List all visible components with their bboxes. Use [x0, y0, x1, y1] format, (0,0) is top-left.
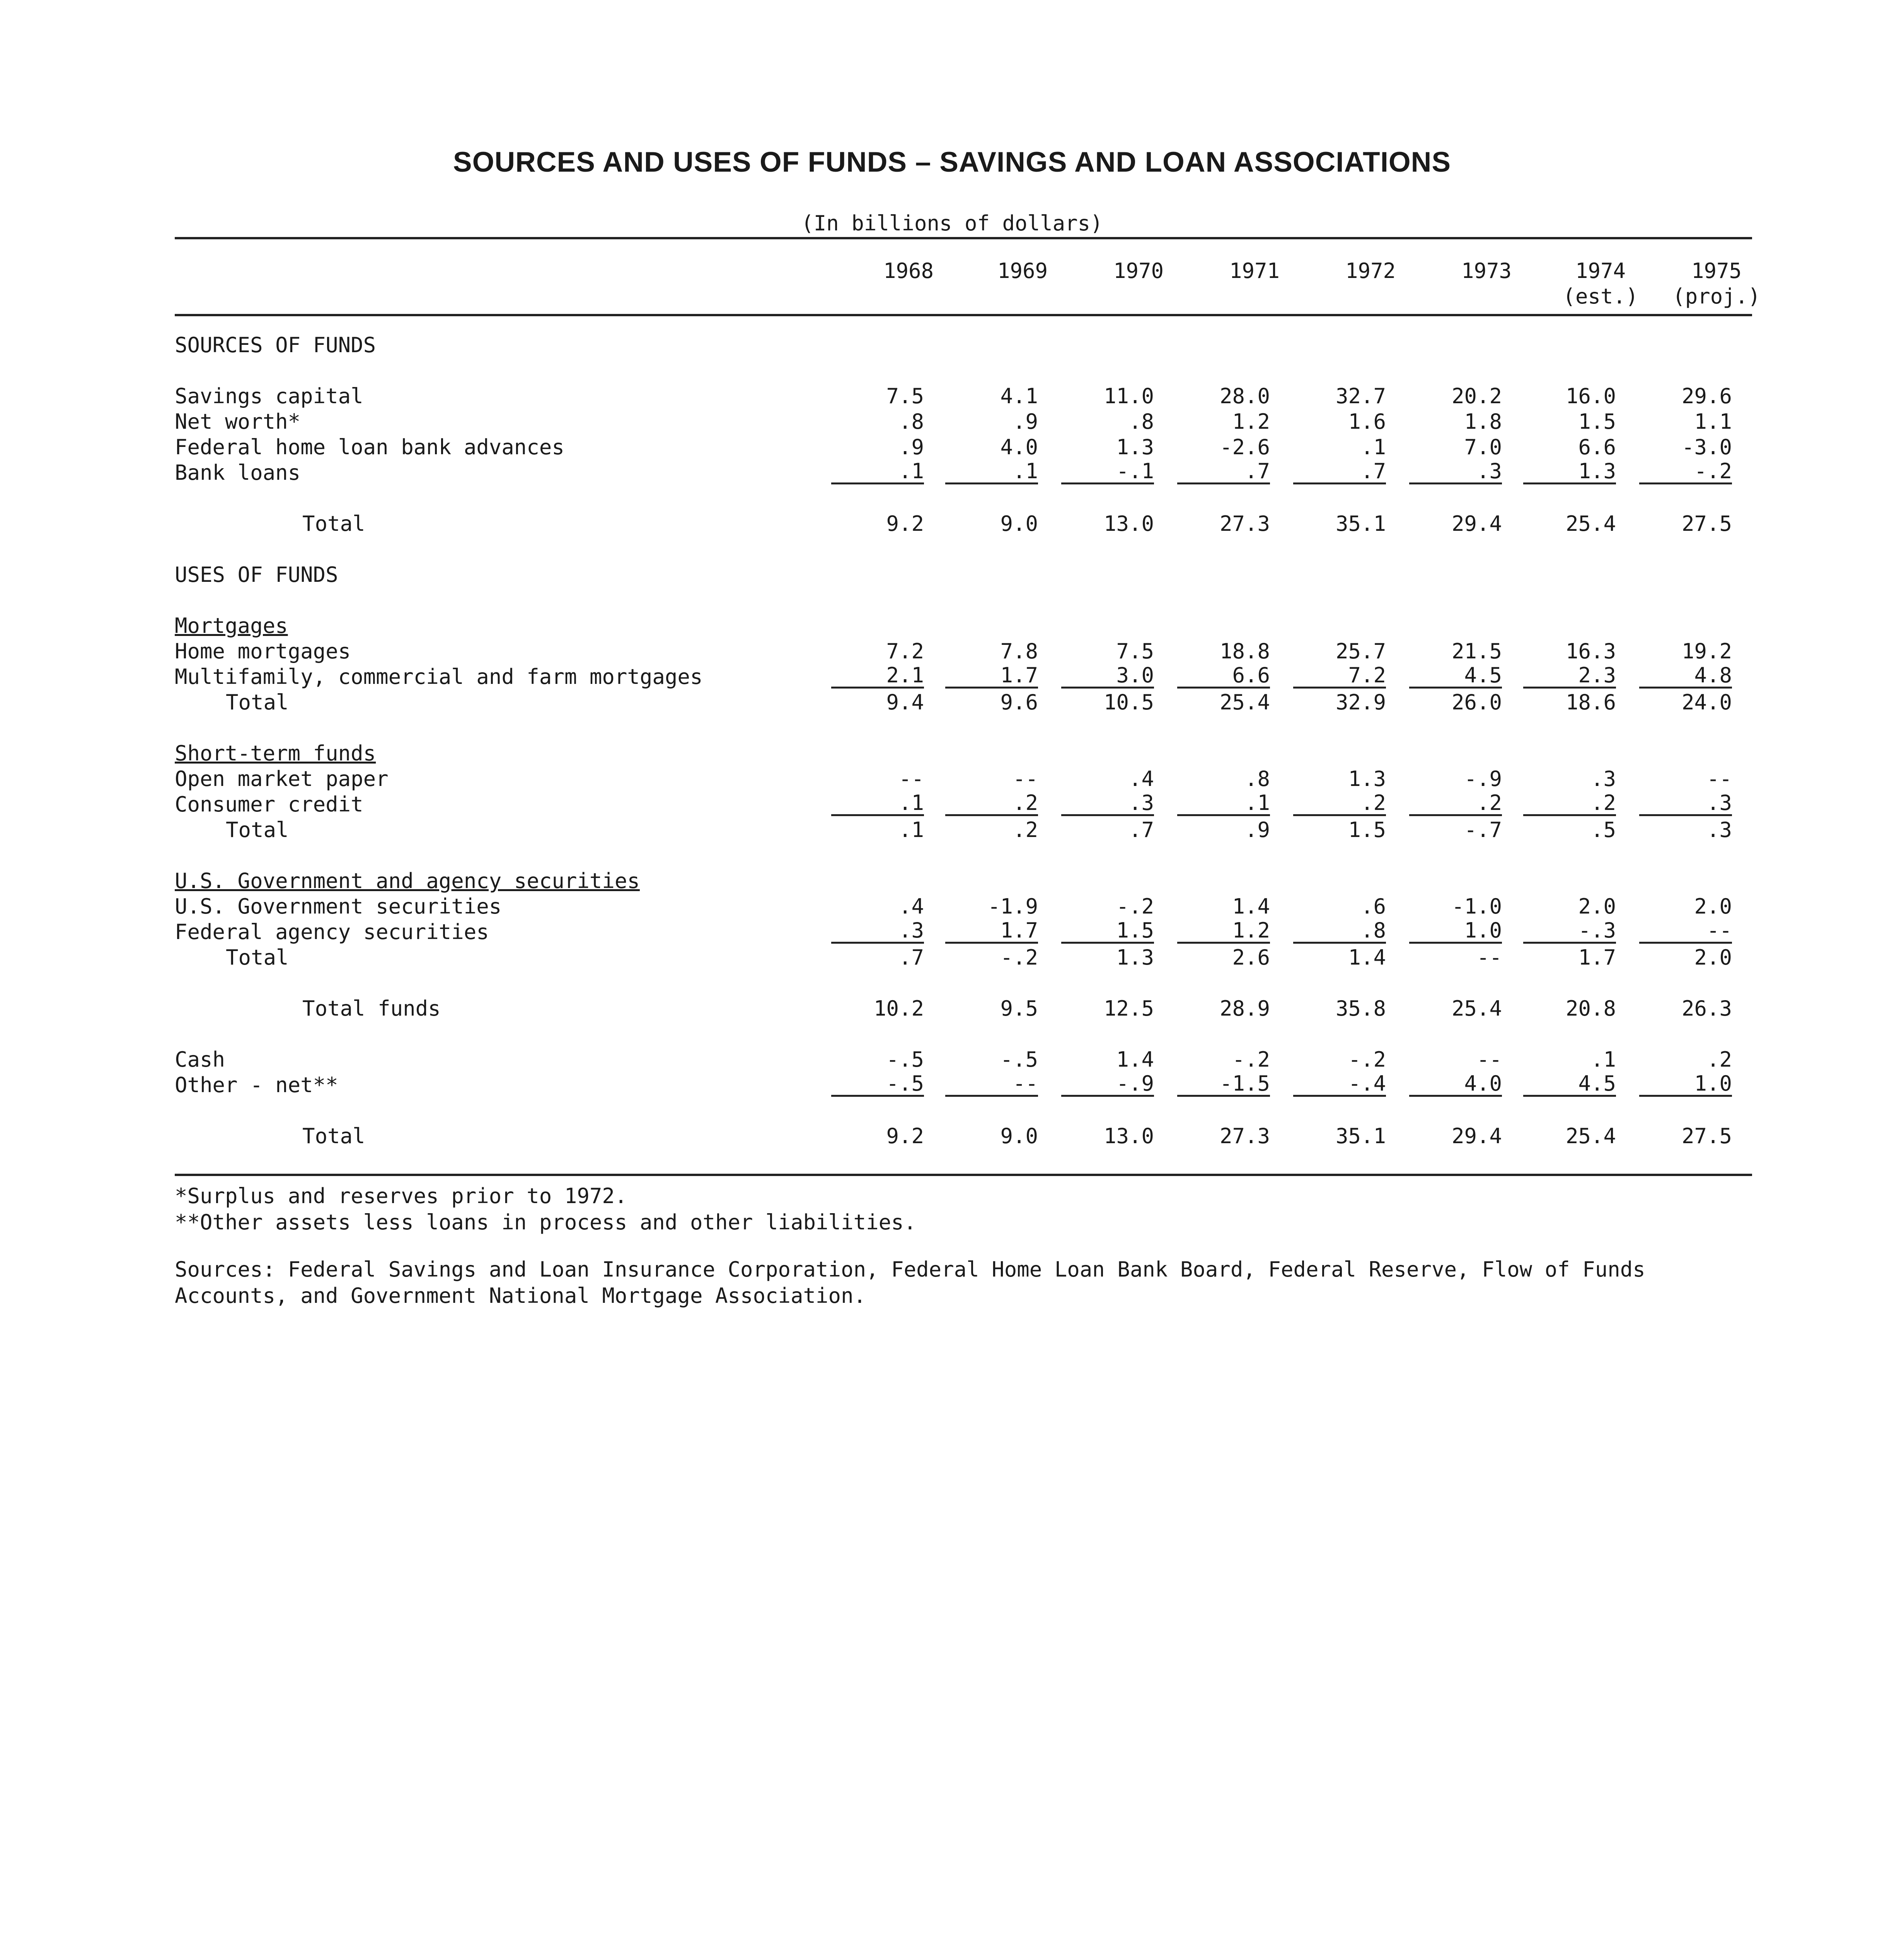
table-cell: 7.0 — [1464, 435, 1502, 459]
year-column-header — [1197, 258, 1313, 284]
row-label: Total — [302, 1124, 365, 1148]
table-row — [175, 945, 1752, 970]
table-cell: 2.0 — [1578, 894, 1616, 919]
table-cell: 25.7 — [1335, 639, 1386, 663]
table-cell: -.2 — [1348, 1047, 1386, 1072]
row-label: USES OF FUNDS — [175, 563, 338, 587]
row-label: Consumer credit — [175, 792, 363, 816]
table-cell: .7 — [1293, 460, 1386, 484]
table-row — [175, 409, 1752, 435]
table-cell: 25.4 — [1565, 1124, 1616, 1148]
table-cell: 20.2 — [1451, 384, 1502, 408]
table-cell: 32.9 — [1335, 690, 1386, 714]
table-cell: 1.7 — [1578, 945, 1616, 970]
table-cell: -.9 — [1061, 1072, 1154, 1097]
table-row — [175, 639, 1752, 664]
table-cell: .7 — [1177, 460, 1270, 484]
table-cell: 2.0 — [1694, 894, 1732, 919]
year-note: (proj.) — [1672, 284, 1761, 309]
table-cell: 32.7 — [1335, 384, 1386, 408]
table-cell: -3.0 — [1681, 435, 1732, 459]
table-cell: 9.0 — [1000, 1124, 1038, 1148]
table-cell: -1.9 — [987, 894, 1038, 919]
table-cell: 4.1 — [1000, 384, 1038, 408]
table-cell: .3 — [1639, 792, 1732, 816]
table-body — [175, 332, 1752, 1149]
table-cell: 1.5 — [1578, 409, 1616, 434]
table-cell: 13.0 — [1103, 511, 1154, 536]
table-cell: 9.5 — [1000, 996, 1038, 1021]
table-cell: 6.6 — [1578, 435, 1616, 459]
table-cell: 4.0 — [1409, 1072, 1502, 1097]
table-cell: -- — [945, 1072, 1038, 1097]
table-cell: 35.1 — [1335, 1124, 1386, 1148]
table-row — [175, 511, 1752, 537]
table-cell: -.5 — [886, 1047, 924, 1072]
table-cell: .4 — [898, 894, 924, 919]
table-row — [175, 435, 1752, 460]
year-column-header — [1313, 258, 1428, 284]
table-cell: 35.8 — [1335, 996, 1386, 1021]
table-cell: .1 — [945, 460, 1038, 484]
table-cell: -.2 — [1232, 1047, 1270, 1072]
row-label: Open market paper — [175, 767, 389, 791]
table-cell: .9 — [1013, 409, 1038, 434]
row-label: Total — [226, 818, 289, 842]
table-cell: .8 — [1293, 919, 1386, 944]
top-rule — [175, 237, 1752, 239]
table-cell: 27.3 — [1219, 1124, 1270, 1148]
table-cell: .7 — [898, 945, 924, 970]
year-column-header — [965, 258, 1081, 284]
table-cell: 11.0 — [1103, 384, 1154, 408]
row-label: U.S. Government and agency securities — [175, 869, 640, 893]
table-row — [175, 792, 1752, 817]
table-cell: -1.5 — [1177, 1072, 1270, 1097]
table-row — [175, 664, 1752, 690]
table-cell: -- — [1013, 767, 1038, 791]
table-cell: 1.4 — [1116, 1047, 1154, 1072]
table-title: SOURCES AND USES OF FUNDS – SAVINGS AND LOAN ASSOCIATIONS — [453, 147, 1451, 178]
table-cell: -- — [1476, 1047, 1502, 1072]
table-cell: .1 — [1590, 1047, 1616, 1072]
table-cell: .2 — [1523, 792, 1616, 816]
year-column-header — [1543, 258, 1659, 309]
table-cell: -- — [1706, 767, 1732, 791]
footnotes: *Surplus and reserves prior to 1972. **Other assets less loans in process and other liabilities. — [175, 1184, 917, 1234]
table-cell: 1.3 — [1116, 945, 1154, 970]
section-heading-row — [175, 741, 1752, 766]
section-heading-row — [175, 562, 1752, 588]
table-cell: .2 — [1013, 818, 1038, 842]
table-cell: .1 — [1177, 792, 1270, 816]
row-label: Short-term funds — [175, 741, 376, 765]
row-label: Federal agency securities — [175, 920, 489, 944]
table-row — [175, 1072, 1752, 1098]
table-cell: 27.5 — [1681, 511, 1732, 536]
section-heading-row — [175, 868, 1752, 894]
table-cell: 7.2 — [886, 639, 924, 663]
table-cell: 26.0 — [1451, 690, 1502, 714]
table-cell: 28.0 — [1219, 384, 1270, 408]
table-cell: 4.8 — [1639, 664, 1732, 689]
year-label: 1970 — [1113, 259, 1164, 283]
table-cell: 1.2 — [1177, 919, 1270, 944]
table-cell: 2.3 — [1523, 664, 1616, 689]
table-cell: -1.0 — [1451, 894, 1502, 919]
table-cell: 29.4 — [1451, 511, 1502, 536]
year-column-header — [1428, 258, 1544, 284]
table-cell: 7.8 — [1000, 639, 1038, 663]
table-cell: 7.5 — [886, 384, 924, 408]
table-cell: .1 — [1360, 435, 1386, 459]
table-cell: .8 — [1244, 767, 1270, 791]
year-label: 1969 — [997, 259, 1048, 283]
table-cell: .5 — [1590, 818, 1616, 842]
table-cell: 1.2 — [1232, 409, 1270, 434]
table-cell: .3 — [831, 919, 924, 944]
year-header — [789, 258, 1761, 316]
table-cell: 10.5 — [1103, 690, 1154, 714]
table-cell: 10.2 — [873, 996, 924, 1021]
table-cell: 1.3 — [1116, 435, 1154, 459]
table-cell: 1.5 — [1348, 818, 1386, 842]
year-column-header — [1659, 258, 1774, 309]
row-label: Total funds — [302, 996, 441, 1021]
table-cell: 28.9 — [1219, 996, 1270, 1021]
table-row — [175, 690, 1752, 715]
table-cell: .1 — [831, 460, 924, 484]
table-cell: 3.0 — [1061, 664, 1154, 689]
table-cell: 1.3 — [1523, 460, 1616, 484]
table-row — [175, 460, 1752, 486]
table-row — [175, 1123, 1752, 1149]
table-row — [175, 996, 1752, 1021]
table-cell: 19.2 — [1681, 639, 1732, 663]
sources-note: Sources: Federal Savings and Loan Insurance Corporation, Federal Home Loan Bank Board, Federal Reserve, Flow of Funds Accounts, and Government National Mortgage Association. — [175, 1257, 1645, 1308]
year-column-header — [851, 258, 966, 284]
table-cell: 9.0 — [1000, 511, 1038, 536]
table-cell: 1.6 — [1348, 409, 1386, 434]
table-cell: 1.8 — [1464, 409, 1502, 434]
table-cell: 9.2 — [886, 1124, 924, 1148]
table-cell: 29.4 — [1451, 1124, 1502, 1148]
table-cell: -.3 — [1523, 919, 1616, 944]
table-cell: -.2 — [1639, 460, 1732, 484]
table-cell: .2 — [1293, 792, 1386, 816]
table-cell: -.1 — [1061, 460, 1154, 484]
row-label: Mortgages — [175, 614, 288, 638]
table-row — [175, 766, 1752, 792]
table-row — [175, 919, 1752, 945]
table-cell: 29.6 — [1681, 384, 1732, 408]
unit-note: (In billions of dollars) — [801, 211, 1103, 235]
table-cell: 35.1 — [1335, 511, 1386, 536]
table-cell: 2.1 — [831, 664, 924, 689]
table-row — [175, 817, 1752, 843]
table-cell: 18.8 — [1219, 639, 1270, 663]
year-label: 1972 — [1345, 259, 1396, 283]
table-cell: -.9 — [1464, 767, 1502, 791]
header-rule — [175, 314, 1752, 316]
table-cell: 26.3 — [1681, 996, 1732, 1021]
table-cell: 27.5 — [1681, 1124, 1732, 1148]
table-cell: 1.5 — [1061, 919, 1154, 944]
table-cell: 1.1 — [1694, 409, 1732, 434]
table-cell: 18.6 — [1565, 690, 1616, 714]
row-label: Federal home loan bank advances — [175, 435, 564, 459]
row-label: Total — [226, 945, 289, 970]
row-label: Cash — [175, 1047, 225, 1072]
table-cell: -.7 — [1464, 818, 1502, 842]
table-cell: .2 — [945, 792, 1038, 816]
row-label: SOURCES OF FUNDS — [175, 333, 376, 357]
year-column-header — [1081, 258, 1197, 284]
table-cell: -.4 — [1293, 1072, 1386, 1097]
section-heading-row — [175, 332, 1752, 358]
row-label: Bank loans — [175, 460, 301, 485]
table-cell: 1.0 — [1639, 1072, 1732, 1097]
table-cell: .8 — [898, 409, 924, 434]
row-label: Total — [226, 690, 289, 714]
table-cell: .3 — [1706, 818, 1732, 842]
table-cell: 6.6 — [1177, 664, 1270, 689]
table-cell: .1 — [898, 818, 924, 842]
table-cell: -- — [898, 767, 924, 791]
table-cell: .2 — [1409, 792, 1502, 816]
row-label: Savings capital — [175, 384, 363, 408]
table-cell: 9.6 — [1000, 690, 1038, 714]
year-label: 1974 — [1575, 259, 1626, 283]
table-cell: 25.4 — [1451, 996, 1502, 1021]
year-label: 1973 — [1461, 259, 1512, 283]
table-cell: .7 — [1128, 818, 1154, 842]
table-cell: 1.7 — [945, 919, 1038, 944]
table-cell: 13.0 — [1103, 1124, 1154, 1148]
table-cell: 9.4 — [886, 690, 924, 714]
table-cell: 12.5 — [1103, 996, 1154, 1021]
table-cell: 16.0 — [1565, 384, 1616, 408]
year-note: (est.) — [1563, 284, 1638, 309]
table-cell: 1.4 — [1348, 945, 1386, 970]
table-cell: .3 — [1590, 767, 1616, 791]
table-cell: 21.5 — [1451, 639, 1502, 663]
row-label: Net worth* — [175, 409, 301, 434]
table-cell: 4.0 — [1000, 435, 1038, 459]
table-cell: .9 — [898, 435, 924, 459]
table-cell: -.2 — [1116, 894, 1154, 919]
table-cell: 4.5 — [1523, 1072, 1616, 1097]
table-row — [175, 1047, 1752, 1072]
table-cell: 2.0 — [1694, 945, 1732, 970]
table-cell: -.5 — [831, 1072, 924, 1097]
table-cell: 2.6 — [1232, 945, 1270, 970]
table-cell: .3 — [1061, 792, 1154, 816]
table-cell: .1 — [831, 792, 924, 816]
table-cell: .3 — [1409, 460, 1502, 484]
table-cell: 4.5 — [1409, 664, 1502, 689]
table-cell: 25.4 — [1219, 690, 1270, 714]
year-label: 1975 — [1691, 259, 1742, 283]
table-cell: -- — [1639, 919, 1732, 944]
table-cell: 16.3 — [1565, 639, 1616, 663]
table-cell: -- — [1476, 945, 1502, 970]
table-cell: -.5 — [1000, 1047, 1038, 1072]
table-row — [175, 384, 1752, 409]
table-cell: -.2 — [1000, 945, 1038, 970]
table-cell: 9.2 — [886, 511, 924, 536]
table-cell: 7.5 — [1116, 639, 1154, 663]
table-cell: 1.4 — [1232, 894, 1270, 919]
table-cell: 27.3 — [1219, 511, 1270, 536]
table-cell: .8 — [1128, 409, 1154, 434]
table-cell: 7.2 — [1293, 664, 1386, 689]
row-label: Home mortgages — [175, 639, 351, 663]
year-label: 1968 — [883, 259, 934, 283]
table-cell: 1.0 — [1409, 919, 1502, 944]
bottom-rule — [175, 1174, 1752, 1176]
row-label: Multifamily, commercial and farm mortgages — [175, 665, 703, 689]
table-cell: -2.6 — [1219, 435, 1270, 459]
table-cell: .6 — [1360, 894, 1386, 919]
table-cell: 1.7 — [945, 664, 1038, 689]
row-label: Other - net** — [175, 1073, 338, 1097]
table-cell: 24.0 — [1681, 690, 1732, 714]
table-cell: 25.4 — [1565, 511, 1616, 536]
table-cell: .9 — [1244, 818, 1270, 842]
row-label: Total — [302, 511, 365, 536]
section-heading-row — [175, 613, 1752, 639]
row-label: U.S. Government securities — [175, 894, 502, 919]
year-label: 1971 — [1229, 259, 1280, 283]
table-cell: .4 — [1128, 767, 1154, 791]
table-cell: .2 — [1706, 1047, 1732, 1072]
table-cell: 1.3 — [1348, 767, 1386, 791]
table-cell: 20.8 — [1565, 996, 1616, 1021]
table-row — [175, 894, 1752, 919]
